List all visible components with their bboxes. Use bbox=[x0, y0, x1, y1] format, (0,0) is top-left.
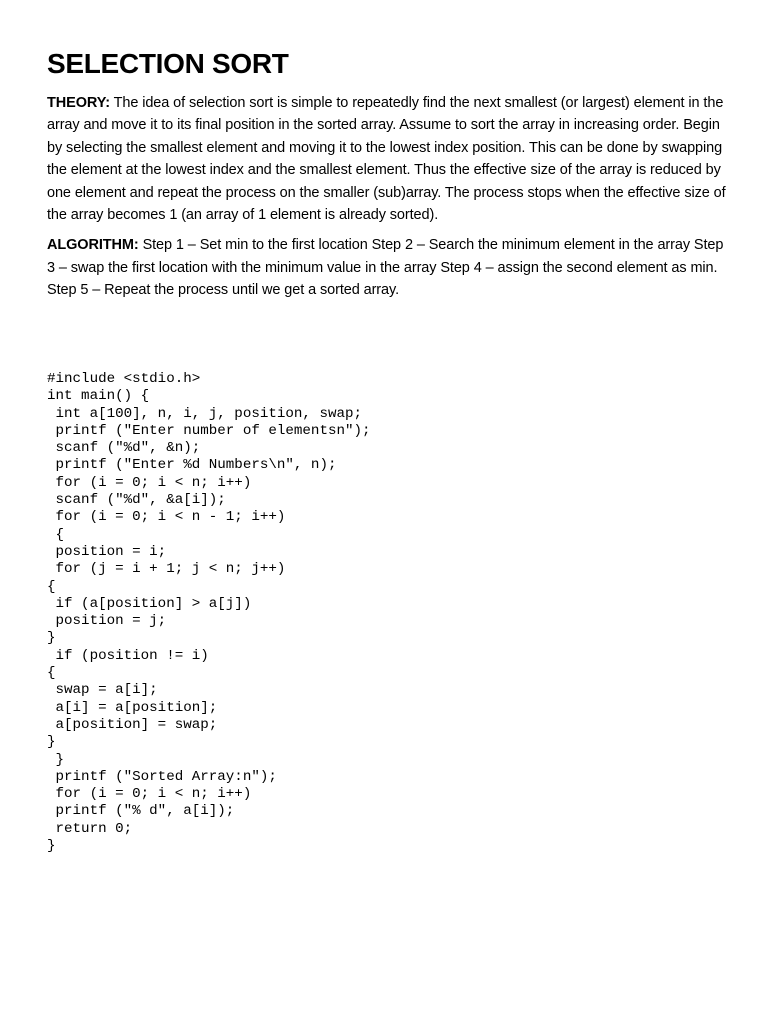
code-line: a[i] = a[position]; bbox=[47, 699, 218, 716]
code-line: { bbox=[47, 526, 65, 543]
code-line: if (a[position] > a[j]) bbox=[47, 595, 252, 612]
code-line: for (i = 0; i < n; i++) bbox=[47, 474, 252, 491]
algorithm-text: Step 1 – Set min to the first location Step 2 – Search the minimum element in the array Step 3 – swap the first location with the minimum value in the array Step 4 – assign the second element as min. Step 5 – Repeat the process until we get a sorted array. bbox=[47, 237, 724, 299]
code-line: for (j = i + 1; j < n; j++) bbox=[47, 561, 286, 578]
code-line: position = i; bbox=[47, 543, 167, 560]
code-line: { bbox=[47, 578, 56, 595]
code-line: } bbox=[47, 751, 65, 768]
code-line: } bbox=[47, 630, 56, 647]
code-line: int main() { bbox=[47, 388, 150, 405]
code-line: printf ("% d", a[i]); bbox=[47, 803, 235, 820]
code-line: scanf ("%d", &a[i]); bbox=[47, 492, 226, 509]
code-line: printf ("Enter number of elementsn"); bbox=[47, 422, 371, 439]
code-line: printf ("Enter %d Numbers\n", n); bbox=[47, 457, 337, 474]
code-line: { bbox=[47, 665, 56, 682]
code-line: #include <stdio.h> bbox=[47, 371, 201, 387]
code-line: a[position] = swap; bbox=[47, 716, 218, 733]
code-line: if (position != i) bbox=[47, 647, 209, 664]
code-block bbox=[47, 371, 371, 855]
theory-label: THEORY: bbox=[47, 95, 110, 111]
algorithm-paragraph bbox=[47, 234, 727, 301]
code-line: scanf ("%d", &n); bbox=[47, 440, 201, 457]
code-line: for (i = 0; i < n; i++) bbox=[47, 786, 252, 803]
code-line: swap = a[i]; bbox=[47, 682, 158, 699]
theory-text: The idea of selection sort is simple to repeatedly find the next smallest (or largest) element in the array and move it to its final position in the sorted array. Assume to sort the array in increasing order. Begin by selecting the smallest element and moving it to the lowest index position. This can be done by swapping the element at the lowest index and the smallest element. Thus the effective size of the array is reduced by one element and repeat the process on the smaller (sub)array. The process stops when the effective size of the array becomes 1 (an array of 1 element is already sorted). bbox=[47, 95, 726, 224]
code-line: } bbox=[47, 838, 56, 855]
document-title: SELECTION SORT bbox=[47, 48, 289, 79]
code-line: for (i = 0; i < n - 1; i++) bbox=[47, 509, 286, 526]
code-line: return 0; bbox=[47, 820, 133, 837]
algorithm-label: ALGORITHM: bbox=[47, 237, 139, 254]
code-line: int a[100], n, i, j, position, swap; bbox=[47, 405, 363, 422]
code-line: } bbox=[47, 734, 56, 751]
code-line: printf ("Sorted Array:n"); bbox=[47, 768, 277, 785]
code-line: position = j; bbox=[47, 613, 167, 630]
theory-paragraph bbox=[47, 92, 727, 226]
document-page bbox=[47, 44, 727, 310]
